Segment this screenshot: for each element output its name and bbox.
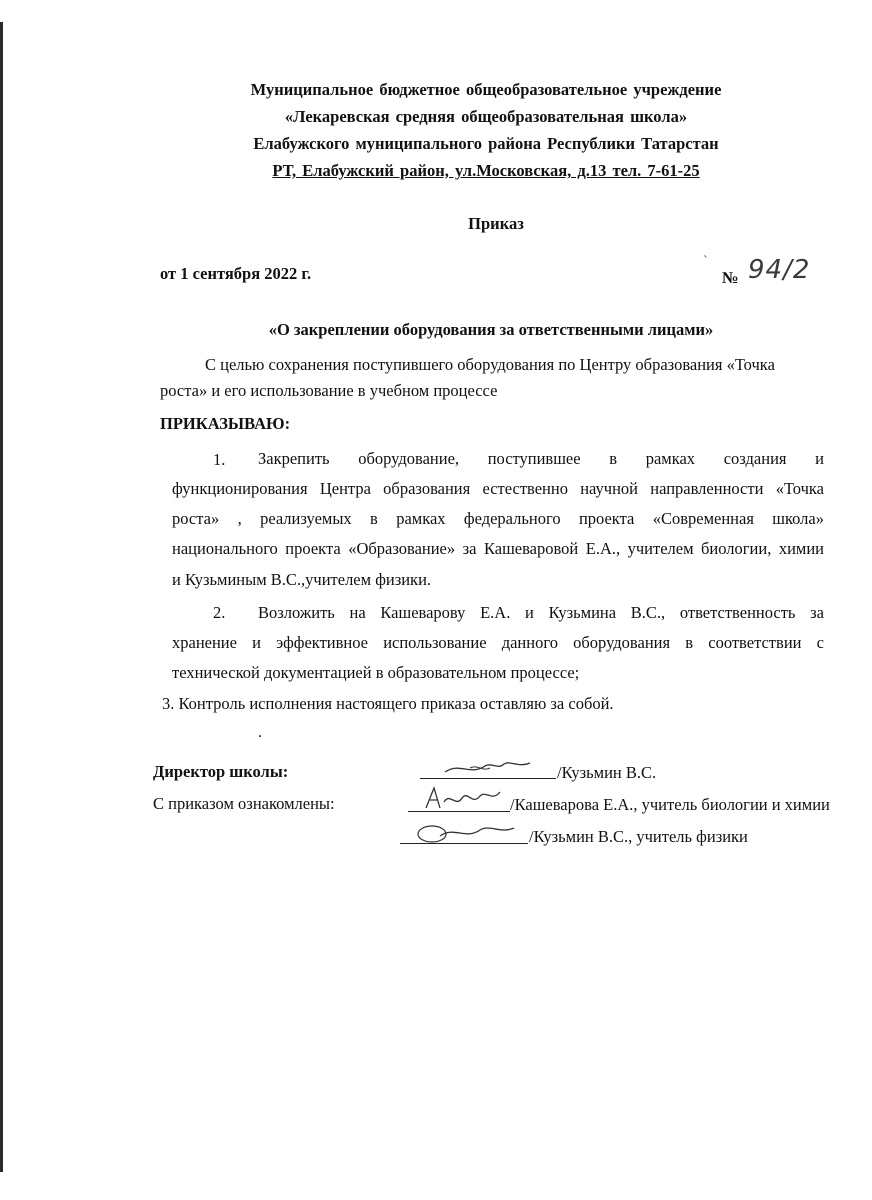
intro-line-1: С целью сохранения поступившего оборудования по Центру образования «Точка [205, 355, 775, 374]
item2-line-3: технической документацией в образовательном процессе; [172, 663, 580, 682]
director-label: Директор школы: [153, 762, 289, 781]
item2-number: 2. [213, 603, 226, 622]
item1-line-2: функционирования Центра образования естественно научной направленности «Точка [172, 479, 824, 498]
item1-number: 1. [213, 450, 226, 469]
signature-kashevarova [418, 782, 508, 814]
item2-line-1: Возложить на Кашеварову Е.А. и Кузьмина В.С., ответственность за [258, 603, 824, 622]
signature-kuzmin [410, 818, 520, 846]
item1-line-3: роста» , реализуемых в рамках федерального проекта «Современная школа» [172, 509, 824, 528]
item3-line: 3. Контроль исполнения настоящего приказа оставляю за собой. [162, 694, 614, 713]
signature-name-2: /Кузьмин В.С., учитель физики [529, 827, 748, 846]
header-line-school: «Лекаревская средняя общеобразовательная школа» [284, 107, 688, 126]
order-number-handwritten: 94/2 [748, 255, 811, 285]
director-name: /Кузьмин В.С. [557, 763, 657, 782]
order-word: ПРИКАЗЫВАЮ: [160, 414, 291, 433]
acquainted-label: С приказом ознакомлены: [153, 794, 335, 813]
item2-line-2: хранение и эффективное использование данного оборудования в соответствии с [172, 633, 824, 652]
item1-line-4: национального проекта «Образование» за Кашеваровой Е.А., учителем биологии, химии [172, 539, 824, 558]
signature-name-1: /Кашеварова Е.А., учитель биологии и химии [510, 795, 830, 814]
intro-line-2: роста» и его использование в учебном процессе [160, 381, 498, 400]
stray-dot: . [258, 724, 262, 741]
order-number-prefix: № [722, 268, 739, 287]
header-line-institution: Муниципальное бюджетное общеобразовательное учреждение [250, 80, 722, 99]
document-title: Приказ [468, 214, 524, 233]
header-line-address: РТ, Елабужский район, ул.Московская, д.13 тел. 7-61-25 [272, 161, 700, 180]
order-subject: «О закреплении оборудования за ответственными лицами» [268, 320, 714, 339]
item1-line-5: и Кузьминым В.С.,учителем физики. [172, 570, 432, 589]
item1-line-1: Закрепить оборудование, поступившее в рамках создания и [258, 449, 824, 468]
scan-edge-mark [0, 22, 3, 1172]
header-line-district: Елабужского муниципального района Республики Татарстан [253, 134, 719, 153]
tick-mark: ` [703, 254, 708, 269]
order-date: от 1 сентября 2022 г. [160, 264, 312, 283]
director-signature [440, 754, 540, 780]
